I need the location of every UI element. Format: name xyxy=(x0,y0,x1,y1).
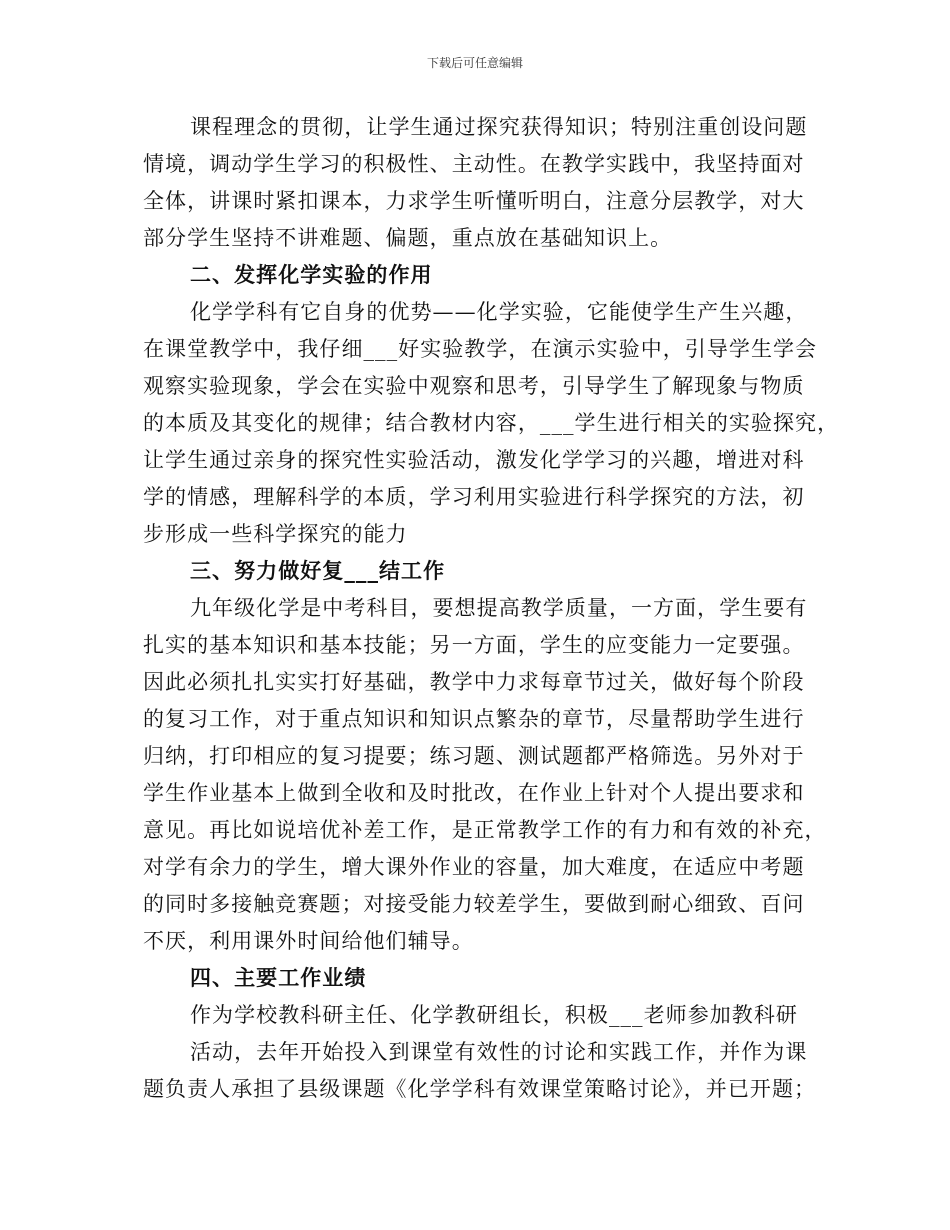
paragraph-line: 扎实的基本知识和基本技能；另一方面，学生的应变能力一定要强。 xyxy=(143,633,805,657)
section-heading: 二、发挥化学实验的作用 xyxy=(190,262,433,287)
section-heading: 三、努力做好复___结工作 xyxy=(190,558,446,583)
paragraph-line: 学的情感，理解科学的本质，学习利用实验进行科学探究的方法，初 xyxy=(143,485,805,509)
paragraph-line: 课程理念的贯彻，让学生通过探究获得知识；特别注重创设问题 xyxy=(190,115,808,139)
paragraph-line: 让学生通过亲身的探究性实验活动，激发化学学习的兴趣，增进对科 xyxy=(143,448,805,472)
paragraph-line: 观察实验现象，学会在实验中观察和思考，引导学生了解现象与物质 xyxy=(143,374,805,398)
paragraph-line: 全体，讲课时紧扣课本，力求学生听懂听明白，注意分层教学，对大 xyxy=(143,189,805,213)
paragraph-line: 情境，调动学生学习的积极性、主动性。在教学实践中，我坚持面对 xyxy=(143,152,805,176)
paragraph-line: 不厌，利用课外时间给他们辅导。 xyxy=(143,929,474,953)
paragraph-line: 作为学校教科研主任、化学教研组长，积极___老师参加教科研 xyxy=(190,1003,798,1027)
paragraph-line: 在课堂教学中，我仔细___好实验教学，在演示实验中，引导学生学会 xyxy=(143,337,818,361)
paragraph-line: 活动，去年开始投入到课堂有效性的讨论和实践工作，并作为课 xyxy=(190,1040,808,1064)
paragraph-line: 步形成一些科学探究的能力 xyxy=(143,522,408,546)
paragraph-line: 学生作业基本上做到全收和及时批改，在作业上针对个人提出要求和 xyxy=(143,781,805,805)
section-heading: 四、主要工作业绩 xyxy=(190,965,367,990)
paragraph-line: 题负责人承担了县级课题《化学学科有效课堂策略讨论》，并已开题； xyxy=(143,1077,817,1101)
paragraph-line: 的同时多接触竞赛题；对接受能力较差学生，要做到耐心细致、百问 xyxy=(143,892,805,916)
paragraph-line: 归纳，打印相应的复习提要；练习题、测试题都严格筛选。另外对于 xyxy=(143,744,805,768)
paragraph-line: 的复习工作，对于重点知识和知识点繁杂的章节，尽量帮助学生进行 xyxy=(143,707,805,731)
paragraph-line: 因此必须扎扎实实打好基础，教学中力求每章节过关，做好每个阶段 xyxy=(143,670,805,694)
paragraph-line: 对学有余力的学生，增大课外作业的容量，加大难度，在适应中考题 xyxy=(143,855,805,879)
paragraph-line: 九年级化学是中考科目，要想提高教学质量，一方面，学生要有 xyxy=(190,596,808,620)
paragraph-line: 意见。再比如说培优补差工作，是正常教学工作的有力和有效的补充， xyxy=(143,818,827,842)
paragraph-line: 的本质及其变化的规律；结合教材内容，___学生进行相关的实验探究， xyxy=(143,411,840,435)
paragraph-line: 化学学科有它自身的优势——化学实验，它能使学生产生兴趣， xyxy=(190,300,808,324)
paragraph-line: 部分学生坚持不讲难题、偏题，重点放在基础知识上。 xyxy=(143,226,673,250)
page-header: 下载后可任意编辑 xyxy=(426,56,523,70)
